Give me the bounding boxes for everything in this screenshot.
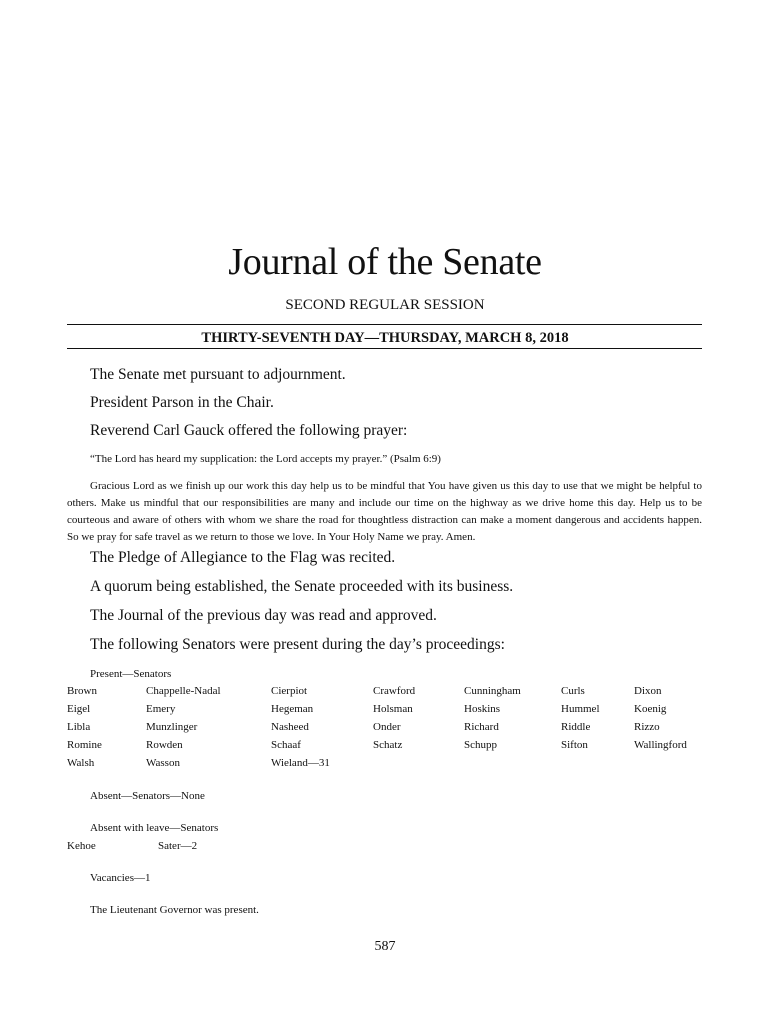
senator-name: Rizzo	[634, 721, 660, 733]
senator-name: Holsman	[373, 703, 413, 715]
senator-name: Koenig	[634, 703, 667, 715]
senator-name: Riddle	[561, 721, 591, 733]
senator-name: Cierpiot	[271, 685, 308, 697]
senator-name: Romine	[67, 739, 102, 751]
prayer-text: Gracious Lord as we finish up our work this day help us to be mindful that You have given us this day to use that we might be helpful to others. Make us mindful that our responsibilities are many and include our time on the highway as we drive home this day. Help us to be courteous and aware of others with whom we share the road for thoughtless distraction can make a moment dangerous and accidents happen. So we pray for safe travel as we return to those we love. In Your Holy Name we pray. Amen.	[67, 480, 702, 543]
absent-leave-label: Absent with leave—Senators	[90, 822, 219, 834]
day-heading: THIRTY-SEVENTH DAY—THURSDAY, MARCH 8, 2018	[201, 330, 569, 346]
senator-name: Schaaf	[271, 739, 301, 751]
journal-title: Journal of the Senate	[228, 241, 542, 283]
senator-name: Schupp	[464, 739, 497, 751]
senator-name: Libla	[67, 721, 91, 733]
senator-name: Nasheed	[271, 721, 309, 733]
senator-name: Wieland—31	[271, 757, 330, 769]
present-senators-table	[0, 684, 770, 784]
senator-name: Hoskins	[464, 703, 501, 715]
senator-name: Emery	[146, 703, 176, 715]
session-label: SECOND REGULAR SESSION	[285, 297, 485, 313]
psalm-quote: “The Lord has heard my supplication: the Lord accepts my prayer.” (Psalm 6:9)	[90, 453, 441, 465]
absent-leave-name: Sater—2	[158, 840, 198, 852]
journal-paragraph: The Journal of the previous day was read and approved.	[90, 607, 437, 624]
senator-name: Crawford	[373, 685, 416, 697]
senator-name: Cunningham	[464, 685, 521, 697]
chair-paragraph: President Parson in the Chair.	[90, 394, 274, 411]
senator-name: Sifton	[561, 739, 588, 751]
senator-name: Hegeman	[271, 703, 314, 715]
senator-name: Wasson	[146, 757, 180, 769]
senator-name: Rowden	[146, 739, 183, 751]
pledge-paragraph: The Pledge of Allegiance to the Flag was recited.	[90, 549, 396, 566]
page-number: 587	[374, 939, 396, 954]
bottom-rule	[67, 348, 702, 349]
vacancies-line: Vacancies—1	[90, 872, 151, 884]
senator-name: Richard	[464, 721, 499, 733]
senator-name: Curls	[561, 685, 585, 697]
senator-name: Chappelle-Nadal	[146, 685, 221, 697]
senator-name: Dixon	[634, 685, 662, 697]
present-label: Present—Senators	[90, 668, 172, 680]
absent-leave-name: Kehoe	[67, 840, 96, 852]
senator-name: Hummel	[561, 703, 600, 715]
senator-name: Schatz	[373, 739, 403, 751]
prayer-intro: Reverend Carl Gauck offered the following prayer:	[90, 422, 408, 439]
senator-name: Onder	[373, 721, 401, 733]
senator-name: Brown	[67, 685, 97, 697]
quorum-paragraph: A quorum being established, the Senate proceeded with its business.	[90, 578, 514, 595]
senator-name: Eigel	[67, 703, 91, 715]
lt-governor-line: The Lieutenant Governor was present.	[90, 904, 259, 916]
senator-name: Munzlinger	[146, 721, 198, 733]
senator-name: Walsh	[67, 757, 95, 769]
present-intro: The following Senators were present during the day’s proceedings:	[90, 636, 505, 653]
top-rule	[67, 324, 702, 325]
met-paragraph: The Senate met pursuant to adjournment.	[90, 366, 346, 383]
senator-name: Wallingford	[634, 739, 687, 751]
absent-line: Absent—Senators—None	[90, 790, 205, 802]
